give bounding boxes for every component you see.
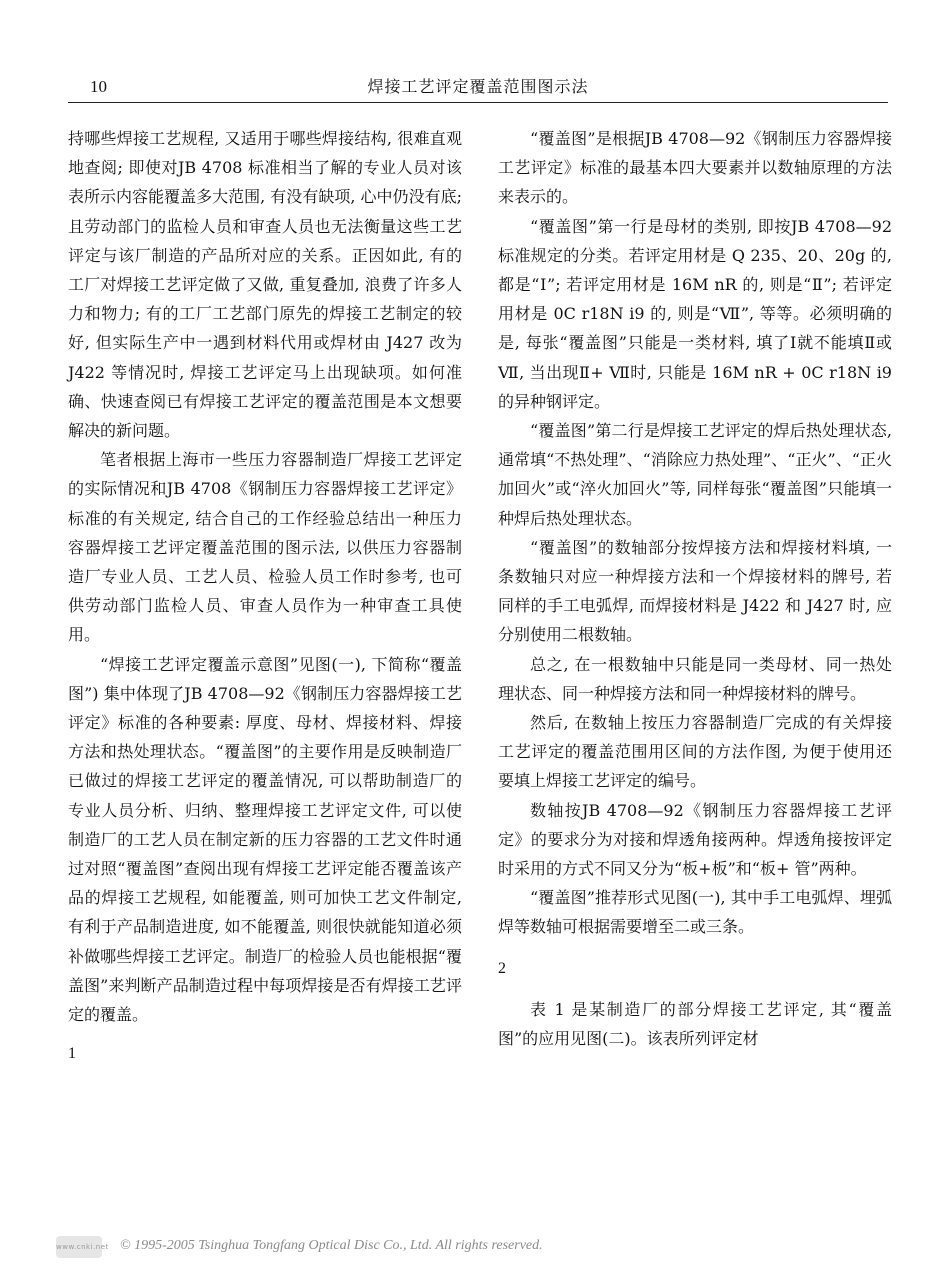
right-paragraph-1: “覆盖图”是根据JB 4708—92《钢制压力容器焊接工艺评定》标准的最基本四大要素并以数轴原理的方法来表示的。 — [498, 129, 892, 207]
left-paragraph-1: 持哪些焊接工艺规程, 又适用于哪些焊接结构, 很难直观地查阅; 即使对JB 4708 标准相当了解的专业人员对该表所示内容能覆盖多大范围, 有没有缺项, 心中仍没有底; 且劳动部门的监检人员和审查人员也无法衡量这些工艺评定与该厂制造的产品所对应的关系。正因如此, 有的工厂对焊接工艺评定做了又做, 重复叠加, 浪费了许多人力和物力; 有的工厂工艺部门原先的焊接工艺制定的较好, 但实际生产中一遇到材料代用或焊材由 J427 改为 J422 等情况时, 焊接工艺评定马上出现缺项。如何准确、快速查阅已有焊接工艺评定的覆盖范围是本文想要解决的新问题。 — [68, 129, 462, 441]
right-paragraph-9: 表 1 是某制造厂的部分焊接工艺评定, 其“覆盖图”的应用见图(二)。该表所列评定材 — [498, 999, 892, 1048]
right-paragraph-5: 总之, 在一根数轴中只能是同一类母材、同一热处理状态、同一种焊接方法和同一种焊接材料的牌号。 — [498, 654, 892, 703]
page-footer — [56, 1232, 756, 1268]
right-paragraph-6: 然后, 在数轴上按压力容器制造厂完成的有关焊接工艺评定的覆盖范围用区间的方法作图, 为便于使用还要填上焊接工艺评定的编号。 — [498, 713, 892, 791]
right-column — [498, 124, 892, 1053]
page-header — [68, 76, 888, 103]
page-number: 10 — [90, 77, 107, 96]
section-number-1: 1 — [68, 1045, 76, 1063]
left-paragraph-3: “焊接工艺评定覆盖示意图”见图(一), 下简称“覆盖图”) 集中体现了JB 4708—92《钢制压力容器焊接工艺评定》标准的各种要素: 厚度、母材、焊接材料、焊接方法和热处理状态。“覆盖图”的主要作用是反映制造厂已做过的焊接工艺评定的覆盖情况, 可以帮助制造厂的专业人员分析、归纳、整理焊接工艺评定文件, 可以使制造厂的工艺人员在制定新的压力容器的工艺文件时通过对照“覆盖图”查阅出现有焊接工艺评定能否覆盖该产品的焊接工艺规程, 如能覆盖, 则可加快工艺文件制定, 有利于产品制造进度, 如不能覆盖, 则很快就能知道必须补做哪些焊接工艺评定。制造厂的检验人员也能根据“覆盖图”来判断产品制造过程中每项焊接是否有焊接工艺评定的覆盖。 — [68, 654, 462, 1025]
left-paragraph-2: 笔者根据上海市一些压力容器制造厂焊接工艺评定的实际情况和JB 4708《钢制压力容器焊接工艺评定》标准的有关规定, 结合自己的工作经验总结出一种压力容器焊接工艺评定覆盖范围的图示法, 以供压力容器制造厂专业人员、工艺人员、检验人员工作时参考, 也可供劳动部门监检人员、审查人员作为一种审查工具使用。 — [68, 450, 462, 645]
right-paragraph-8: “覆盖图”推荐形式见图(一), 其中手工电弧焊、埋弧焊等数轴可根据需要增至二或三条。 — [498, 888, 892, 937]
cnki-logo: www.cnki.net — [56, 1236, 102, 1258]
right-paragraph-2: “覆盖图”第一行是母材的类别, 即按JB 4708—92 标准规定的分类。若评定用材是 Q 235、20、20g 的, 都是“Ⅰ”; 若评定用材是 16M nR 的, 则是“Ⅱ”; 若评定用材是 0C r18N i9 的, 则是“Ⅶ”, 等等。必须明确的是, 每张“覆盖图”只能是一类材料, 填了Ⅰ就不能填Ⅱ或Ⅶ, 当出现Ⅱ+ Ⅶ时, 只能是 16M nR + 0C r18N i9 的异种钢评定。 — [498, 216, 892, 411]
right-paragraph-4: “覆盖图”的数轴部分按焊接方法和焊接材料填, 一条数轴只对应一种焊接方法和一个焊接材料的牌号, 若同样的手工电弧焊, 而焊接材料是 J422 和 J427 时, 应分别使用二根数轴。 — [498, 537, 892, 645]
running-title: 焊接工艺评定覆盖范围图示法 — [367, 77, 589, 96]
left-column — [68, 124, 462, 1068]
right-paragraph-3: “覆盖图”第二行是焊接工艺评定的焊后热处理状态, 通常填“不热处理”、“消除应力热处理”、“正火”、“正火加回火”或“淬火加回火”等, 同样每张“覆盖图”只能填一种焊后热处理状态。 — [498, 421, 892, 528]
section-number-2: 2 — [498, 959, 506, 977]
right-paragraph-7: 数轴按JB 4708—92《钢制压力容器焊接工艺评定》的要求分为对接和焊透角接两种。焊透角接按评定时采用的方式不同又分为“板+板”和“板+ 管”两种。 — [498, 800, 892, 879]
copyright-notice: © 1995-2005 Tsinghua Tongfang Optical Disc Co., Ltd. All rights reserved. — [120, 1238, 543, 1253]
